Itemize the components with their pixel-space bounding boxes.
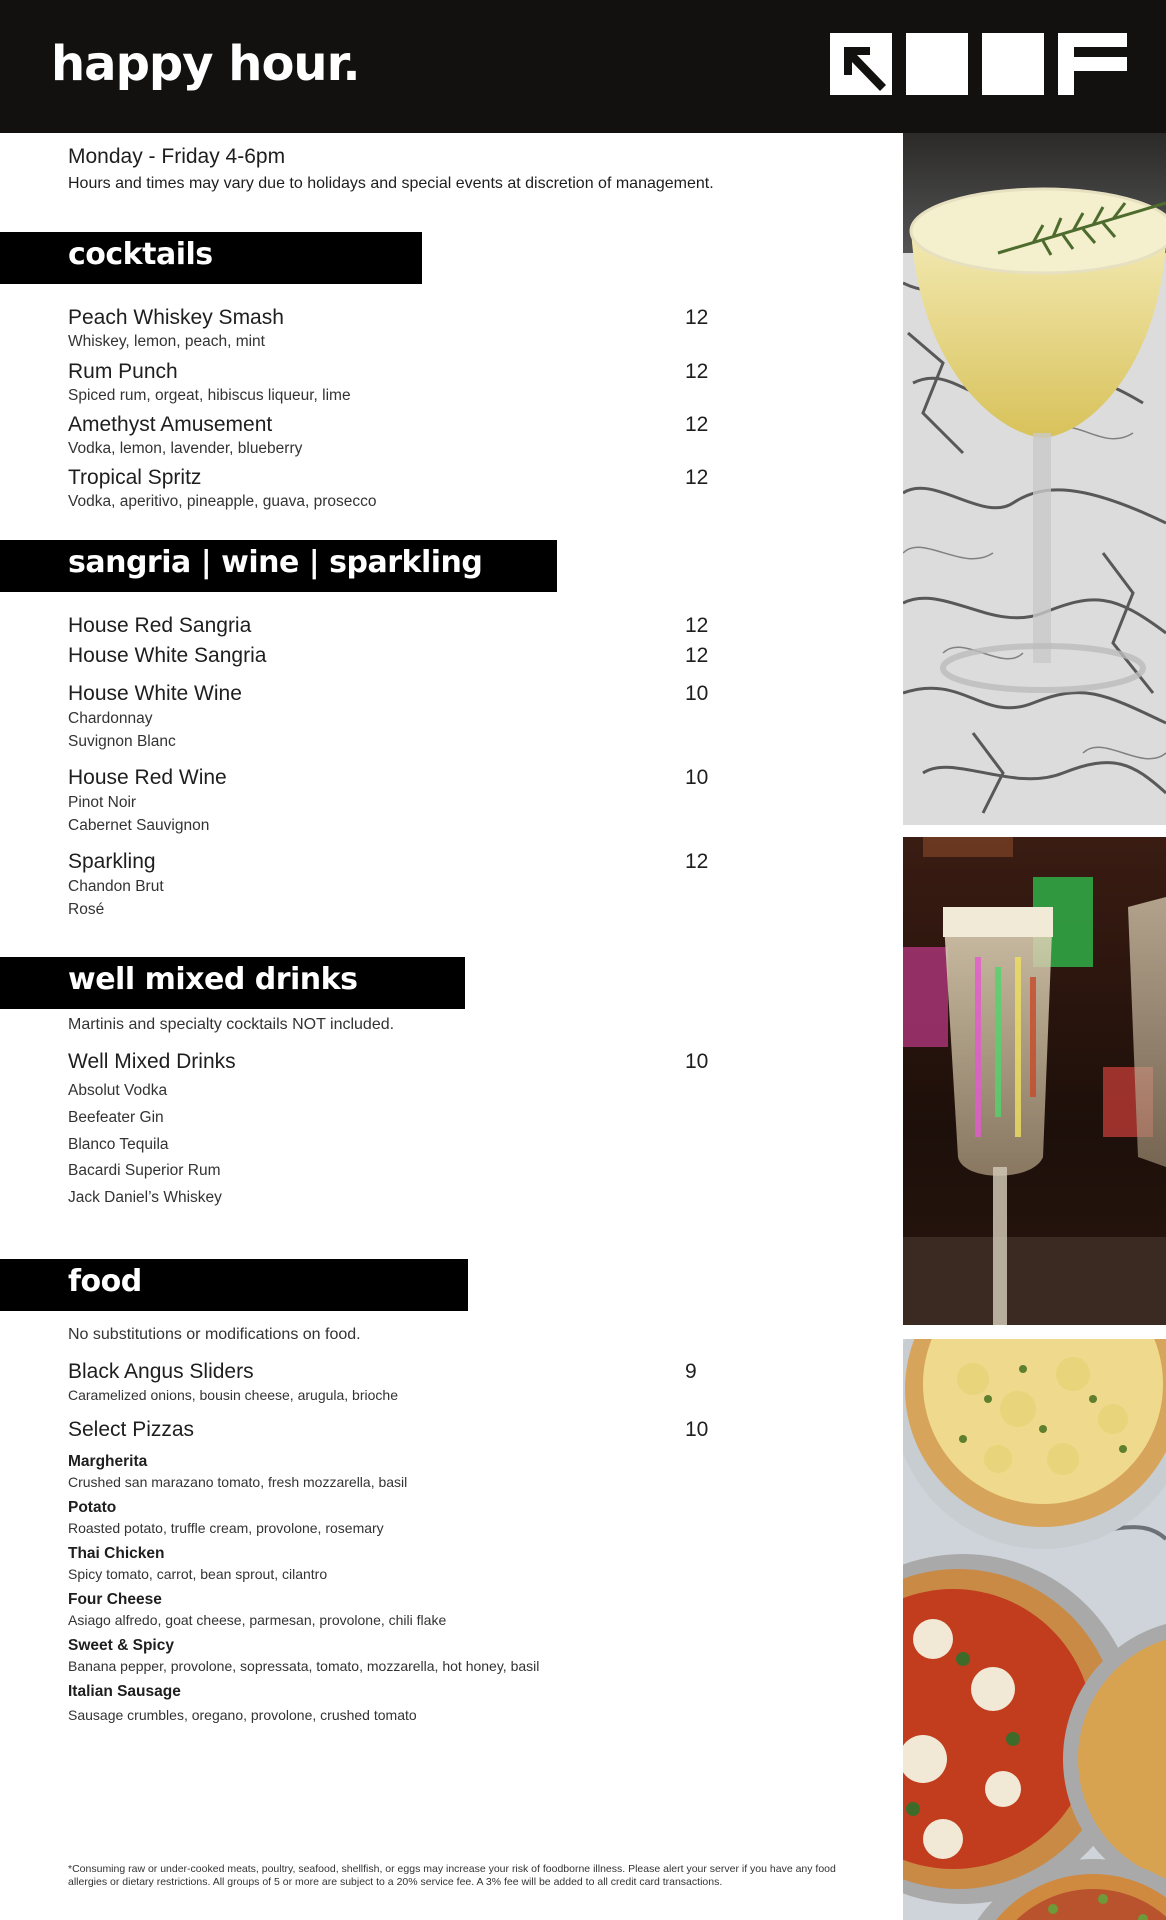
roof-logo-icon	[830, 33, 1127, 95]
menu-item-name: House Red Sangria	[68, 614, 252, 637]
pizza-desc: Spicy tomato, carrot, bean sprout, cilantro	[68, 1566, 328, 1582]
menu-item-line: Suvignon Blanc	[68, 733, 176, 750]
hours-note: Hours and times may vary due to holidays and special events at discretion of management.	[68, 175, 714, 192]
menu-item-name: Sparkling	[68, 850, 156, 873]
pizza-photo	[903, 1339, 1166, 1920]
pizza-desc: Sausage crumbles, oregano, provolone, crushed tomato	[68, 1707, 417, 1723]
menu-item-desc: Vodka, lemon, lavender, blueberry	[68, 440, 303, 457]
cocktail-photo	[903, 133, 1166, 825]
menu-item-name: Well Mixed Drinks	[68, 1050, 236, 1073]
food-heading: food	[68, 1264, 142, 1299]
cocktails-heading-band	[0, 232, 422, 284]
menu-item-name: Tropical Spritz	[68, 466, 202, 489]
menu-item-price: 12	[685, 306, 709, 329]
pizza-name: Potato	[68, 1499, 117, 1516]
champagne-photo	[903, 837, 1166, 1325]
menu-item-name: Amethyst Amusement	[68, 413, 273, 436]
pizza-desc: Banana pepper, provolone, sopressata, tomato, mozzarella, hot honey, basil	[68, 1658, 540, 1674]
pizza-desc: Asiago alfredo, goat cheese, parmesan, provolone, chili flake	[68, 1612, 447, 1628]
menu-item-price: 12	[685, 850, 709, 873]
menu-item-name: House Red Wine	[68, 766, 227, 789]
food-heading-band	[0, 1259, 468, 1311]
footer-disclaimer: *Consuming raw or under-cooked meats, poultry, seafood, shellfish, or eggs may increase your risk of foodborne illness. Please alert your server if you have any food allergies or dietary restrictions. All groups of 5 or more are subject to a 20% service fee. A 3% fee will be added to all credit card transactions.	[68, 1863, 836, 1888]
pizza-name: Thai Chicken	[68, 1545, 165, 1562]
menu-item-desc: Vodka, aperitivo, pineapple, guava, prosecco	[68, 493, 377, 510]
menu-item-name: Rum Punch	[68, 360, 178, 383]
menu-item-line: Rosé	[68, 901, 105, 918]
menu-item-name: Select Pizzas	[68, 1418, 195, 1441]
menu-item-price: 10	[685, 766, 709, 789]
menu-item-line: Jack Daniel’s Whiskey	[68, 1189, 222, 1206]
menu-content	[0, 133, 903, 1920]
menu-item-desc: Spiced rum, orgeat, hibiscus liqueur, lime	[68, 387, 351, 404]
menu-item-price: 10	[685, 682, 709, 705]
well-note: Martinis and specialty cocktails NOT included.	[68, 1016, 395, 1033]
hours-text: Monday - Friday 4-6pm	[68, 145, 286, 168]
menu-item-name: House White Sangria	[68, 644, 267, 667]
page-title: happy hour.	[51, 36, 360, 92]
menu-item-line: Absolut Vodka	[68, 1082, 168, 1099]
well-heading-band	[0, 957, 465, 1009]
menu-item-line: Pinot Noir	[68, 794, 137, 811]
menu-item-line: Beefeater Gin	[68, 1109, 164, 1126]
wine-heading-band	[0, 540, 557, 592]
menu-item-name: Black Angus Sliders	[68, 1360, 254, 1383]
menu-item-price: 12	[685, 360, 709, 383]
pizza-desc: Crushed san marazano tomato, fresh mozzarella, basil	[68, 1474, 408, 1490]
menu-item-price: 10	[685, 1418, 709, 1441]
menu-item-desc: Whiskey, lemon, peach, mint	[68, 333, 265, 350]
food-note: No substitutions or modifications on food.	[68, 1326, 361, 1343]
pizza-desc: Roasted potato, truffle cream, provolone, rosemary	[68, 1520, 384, 1536]
header-bar	[0, 0, 1166, 133]
menu-item-name: Peach Whiskey Smash	[68, 306, 284, 329]
menu-item-name: House White Wine	[68, 682, 242, 705]
menu-item-price: 12	[685, 644, 709, 667]
menu-item-line: Cabernet Sauvignon	[68, 817, 210, 834]
menu-item-line: Blanco Tequila	[68, 1136, 169, 1153]
pizza-name: Sweet & Spicy	[68, 1637, 174, 1654]
menu-item-line: Chardonnay	[68, 710, 153, 727]
menu-item-desc: Caramelized onions, bousin cheese, arugula, brioche	[68, 1387, 398, 1403]
pizza-name: Italian Sausage	[68, 1683, 181, 1700]
pizza-name: Margherita	[68, 1453, 148, 1470]
menu-item-price: 12	[685, 413, 709, 436]
menu-item-price: 9	[685, 1360, 697, 1383]
photo-column	[903, 133, 1166, 1920]
menu-item-line: Bacardi Superior Rum	[68, 1162, 221, 1179]
menu-item-price: 12	[685, 614, 709, 637]
wine-heading: sangria | wine | sparkling	[68, 545, 483, 580]
menu-item-price: 10	[685, 1050, 709, 1073]
cocktails-heading: cocktails	[68, 237, 213, 272]
well-heading: well mixed drinks	[68, 962, 358, 997]
menu-item-price: 12	[685, 466, 709, 489]
menu-item-line: Chandon Brut	[68, 878, 164, 895]
pizza-name: Four Cheese	[68, 1591, 162, 1608]
